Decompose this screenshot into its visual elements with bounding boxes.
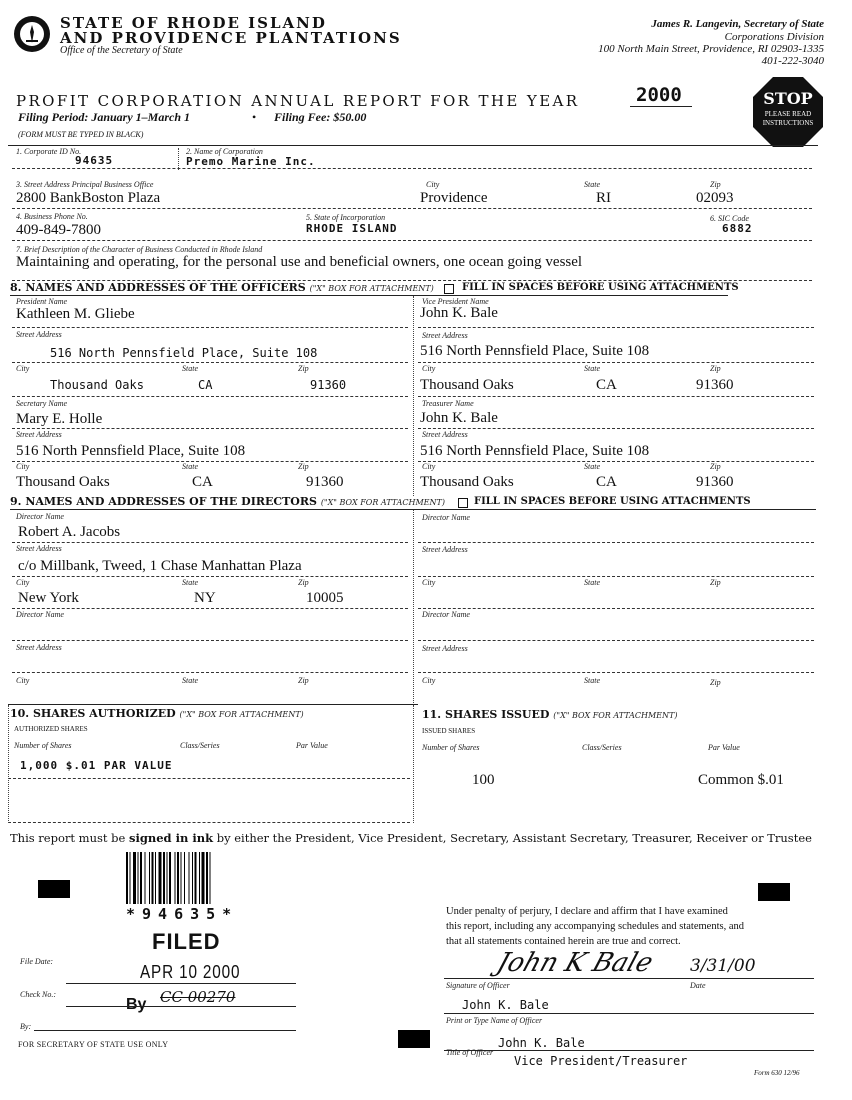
president-rule [12, 327, 408, 328]
director-1-rule [12, 542, 408, 543]
phone-label: 4. Business Phone No. [16, 212, 88, 221]
director-1-city-label: City [16, 578, 30, 587]
city-label: City [426, 180, 440, 189]
officers-attach-box[interactable] [444, 284, 454, 294]
secretary-rule [12, 428, 408, 429]
corp-name-label: 2. Name of Corporation [186, 147, 263, 156]
director-1-city[interactable]: New York [18, 590, 79, 606]
shares-auth-class-label: Class/Series [180, 741, 220, 750]
zip-value[interactable]: 02093 [696, 190, 734, 206]
file-date-value: APR 10 2000 [140, 962, 241, 982]
secretary-name: James R. Langevin, Secretary of State [651, 18, 824, 30]
shares-auth-num-label: Number of Shares [14, 741, 72, 750]
filing-bullet: • [252, 110, 257, 124]
director-2-label: Director Name [422, 513, 470, 522]
treasurer-street-rule [418, 461, 814, 462]
print-name-value[interactable]: John K. Bale [462, 998, 549, 1012]
form-top-rule [8, 145, 818, 146]
stop-sign [751, 75, 825, 149]
vp-state[interactable]: CA [596, 377, 617, 393]
officers-heading [10, 281, 434, 294]
incorp-value[interactable]: RHODE ISLAND [306, 222, 398, 235]
vp-street[interactable]: 516 North Pennsfield Place, Suite 108 [420, 343, 650, 359]
zip-label: Zip [710, 180, 721, 189]
director-2-street-rule [418, 576, 814, 577]
filed-stamp: FILED [152, 929, 221, 954]
print-name-label: Print or Type Name of Officer [446, 1016, 543, 1025]
sign-notice-post: by either the President, Vice President, Secretary, Assistant Secretary, Treasurer, Receiver or Trustee [213, 831, 812, 845]
title-rule [444, 1050, 814, 1051]
report-year: 2000 [636, 84, 682, 106]
sic-value[interactable]: 6882 [722, 222, 753, 235]
president-street[interactable]: 516 North Pennsfield Place, Suite 108 [50, 346, 318, 360]
perjury-line-1: Under penalty of perjury, I declare and affirm that I have examined [446, 906, 728, 917]
vp-zip-label: Zip [710, 364, 721, 373]
shares-mid-edge [413, 705, 414, 823]
division-name: Corporations Division [724, 31, 824, 43]
shares-left-edge [8, 705, 9, 823]
shares-auth-rule-2 [8, 822, 410, 823]
signature-date[interactable]: 3/31/00 [690, 956, 756, 976]
stop-title: STOP [763, 89, 813, 108]
director-2-state-label: State [584, 578, 600, 587]
shares-issued-attach: ("X" BOX FOR ATTACHMENT) [553, 711, 678, 720]
barcode [124, 852, 278, 904]
year-underline [630, 106, 692, 107]
shares-top-rule [8, 704, 418, 705]
corp-id-value[interactable]: 94635 [75, 154, 114, 167]
director-1-zip-label: Zip [298, 578, 309, 587]
director-3-street-label: Street Address [16, 643, 62, 652]
title-value[interactable]: Vice President/Treasurer [514, 1054, 688, 1068]
treasurer-state[interactable]: CA [596, 474, 617, 490]
director-1-street[interactable]: c/o Millbank, Tweed, 1 Chase Manhattan Plaza [18, 558, 302, 574]
director-1-street-rule [12, 576, 408, 577]
director-2-city-rule [418, 608, 814, 609]
director-1-state[interactable]: NY [194, 590, 216, 606]
filing-period: Filing Period: January 1–March 1 [18, 110, 191, 124]
president-city-rule [12, 396, 408, 397]
title-label: Title of Officer [446, 1048, 494, 1057]
secretary-zip[interactable]: 91360 [306, 474, 344, 490]
shares-issued-heading [422, 708, 677, 721]
vp-city-rule [418, 396, 814, 397]
officers-attach-note: ("X" BOX FOR ATTACHMENT) [309, 284, 434, 293]
phone-value[interactable]: 409-849-7800 [16, 222, 101, 238]
director-1-name[interactable]: Robert A. Jacobs [18, 524, 121, 540]
sign-notice [10, 831, 812, 845]
vp-zip[interactable]: 91360 [696, 377, 734, 393]
secretary-city[interactable]: Thousand Oaks [16, 474, 110, 490]
row-1-divider [178, 148, 179, 170]
treasurer-street-label: Street Address [422, 430, 468, 439]
director-2-city-label: City [422, 578, 436, 587]
director-4-zip-label: Zip [710, 678, 721, 687]
director-4-label: Director Name [422, 610, 470, 619]
treasurer-zip-label: Zip [710, 462, 721, 471]
officers-fill-note: FILL IN SPACES BEFORE USING ATTACHMENTS [462, 282, 739, 293]
office-line: Office of the Secretary of State [60, 45, 183, 56]
vp-rule [418, 327, 814, 328]
title-name-value[interactable]: John K. Bale [498, 1036, 585, 1050]
secretary-street[interactable]: 516 North Pennsfield Place, Suite 108 [16, 443, 246, 459]
desc-label: 7. Brief Description of the Character of Business Conducted in Rhode Island [16, 245, 263, 254]
secretary-zip-label: Zip [298, 462, 309, 471]
officer-signature[interactable]: John K Bale [493, 948, 657, 978]
state-line-1: STATE OF RHODE ISLAND [60, 14, 327, 32]
shares-auth-par-label: Par Value [296, 741, 328, 750]
treasurer-rule [418, 428, 814, 429]
treasurer-label: Treasurer Name [422, 399, 474, 408]
director-4-street-rule [418, 672, 814, 673]
secretary-name-value[interactable]: Mary E. Holle [16, 411, 103, 427]
president-state[interactable]: CA [198, 378, 213, 392]
treasurer-city[interactable]: Thousand Oaks [420, 474, 514, 490]
sic-label: 6. SIC Code [710, 214, 749, 223]
street-value[interactable]: 2800 BankBoston Plaza [16, 190, 161, 206]
form-number: Form 630 12/96 [754, 1069, 800, 1077]
signature-rule [444, 978, 814, 979]
officers-rule [10, 295, 728, 296]
treasurer-name[interactable]: John K. Bale [420, 410, 498, 426]
director-4-street-label: Street Address [422, 644, 468, 653]
president-street-rule [12, 362, 408, 363]
treasurer-zip[interactable]: 91360 [696, 474, 734, 490]
check-label: Check No.: [20, 990, 56, 999]
state-seal [12, 14, 52, 54]
treasurer-street[interactable]: 516 North Pennsfield Place, Suite 108 [420, 443, 650, 459]
shares-issued-num[interactable]: 100 [472, 772, 495, 788]
director-1-zip[interactable]: 10005 [306, 590, 344, 606]
secretary-street-label: Street Address [16, 430, 62, 439]
redaction-block-1 [38, 880, 70, 898]
directors-attach-note: ("X" BOX FOR ATTACHMENT) [320, 498, 445, 507]
sign-notice-bold: signed in ink [129, 831, 214, 845]
vp-state-label: State [584, 364, 600, 373]
barcode-text: *94635* [126, 905, 239, 923]
president-city[interactable]: Thousand Oaks [50, 378, 144, 392]
division-address: 100 North Main Street, Providence, RI 02903-1335 [598, 43, 824, 55]
director-1-street-label: Street Address [16, 544, 62, 553]
stop-line-1: PLEASE READ [764, 110, 812, 118]
director-1-city-rule [12, 608, 408, 609]
vp-label: Vice President Name [422, 297, 489, 306]
shares-auth-value[interactable]: 1,000 $.01 PAR VALUE [20, 759, 173, 772]
president-zip-label: Zip [298, 364, 309, 373]
director-4-state-label: State [584, 676, 600, 685]
shares-auth-heading [10, 707, 304, 720]
director-3-state-label: State [182, 676, 198, 685]
row-1-rule [12, 168, 812, 169]
incorp-label: 5. State of Incorporation [306, 213, 386, 222]
perjury-line-3: that all statements contained herein are true and correct. [446, 936, 681, 947]
division-phone: 401-222-3040 [761, 55, 824, 67]
officers-heading-text: 8. NAMES AND ADDRESSES OF THE OFFICERS [10, 281, 306, 294]
shares-issued-class-label: Class/Series [582, 743, 622, 752]
desc-value[interactable]: Maintaining and operating, for the personal use and beneficial owners, one ocean going vessel [16, 254, 583, 270]
sign-notice-pre: This report must be [10, 831, 129, 845]
vp-name[interactable]: John K. Bale [420, 305, 498, 321]
vp-street-rule [418, 362, 814, 363]
redaction-block-3 [398, 1030, 430, 1048]
vp-city-label: City [422, 364, 436, 373]
corp-name-value[interactable]: Premo Marine Inc. [186, 155, 316, 168]
directors-attach-box[interactable] [458, 498, 468, 508]
by-rule [34, 1030, 296, 1031]
director-4-city-label: City [422, 676, 436, 685]
shares-issued-par-label: Par Value [708, 743, 740, 752]
director-3-zip-label: Zip [298, 676, 309, 685]
director-3-city-label: City [16, 676, 30, 685]
redaction-block-2 [758, 883, 790, 901]
secretary-state-label: State [182, 462, 198, 471]
check-value: CC 00270 [160, 988, 236, 1006]
directors-divider [413, 510, 414, 705]
signature-label: Signature of Officer [446, 981, 510, 990]
shares-auth-heading-text: 10. SHARES AUTHORIZED [10, 707, 176, 720]
shares-issued-sub: ISSUED SHARES [422, 727, 476, 735]
director-2-street-label: Street Address [422, 545, 468, 554]
street-label: 3. Street Address Principal Business Office [16, 180, 154, 189]
president-city-label: City [16, 364, 30, 373]
check-rule [66, 1006, 296, 1007]
director-1-state-label: State [182, 578, 198, 587]
by-label: By: [20, 1022, 32, 1031]
row-3-rule [12, 208, 812, 209]
president-state-label: State [182, 364, 198, 373]
secretary-street-rule [12, 461, 408, 462]
state-value[interactable]: RI [596, 190, 611, 206]
sos-use-label: FOR SECRETARY OF STATE USE ONLY [18, 1040, 169, 1049]
shares-issued-num-label: Number of Shares [422, 743, 480, 752]
shares-auth-rule-1 [8, 778, 410, 779]
president-street-label: Street Address [16, 330, 62, 339]
president-zip[interactable]: 91360 [310, 378, 347, 392]
director-4-rule [418, 640, 814, 641]
print-name-rule [444, 1013, 814, 1014]
barcode-icon [124, 852, 278, 904]
directors-heading [10, 495, 445, 508]
file-date-label: File Date: [20, 957, 54, 966]
treasurer-city-label: City [422, 462, 436, 471]
president-name[interactable]: Kathleen M. Gliebe [16, 306, 135, 322]
shares-issued-heading-text: 11. SHARES ISSUED [422, 708, 550, 721]
secretary-state[interactable]: CA [192, 474, 213, 490]
state-line-2: AND PROVIDENCE PLANTATIONS [60, 29, 402, 47]
report-title: PROFIT CORPORATION ANNUAL REPORT FOR THE YEAR [16, 92, 580, 110]
officers-divider [413, 296, 414, 496]
director-3-label: Director Name [16, 610, 64, 619]
shares-auth-attach: ("X" BOX FOR ATTACHMENT) [179, 710, 304, 719]
shares-auth-sub: AUTHORIZED SHARES [14, 725, 88, 733]
corp-id-label: 1. Corporate ID No. [16, 147, 82, 156]
director-3-street-rule [12, 672, 408, 673]
state-label: State [584, 180, 600, 189]
directors-fill-note: FILL IN SPACES BEFORE USING ATTACHMENTS [474, 496, 751, 507]
directors-heading-text: 9. NAMES AND ADDRESSES OF THE DIRECTORS [10, 495, 317, 508]
date-label: Date [690, 981, 706, 990]
director-2-rule [418, 542, 814, 543]
secretary-label: Secretary Name [16, 399, 68, 408]
perjury-line-2: this report, including any accompanying schedules and statements, and [446, 921, 745, 932]
filing-fee: Filing Fee: $50.00 [274, 110, 367, 124]
director-2-zip-label: Zip [710, 578, 721, 587]
vp-street-label: Street Address [422, 331, 468, 340]
treasurer-state-label: State [584, 462, 600, 471]
file-date-rule [66, 983, 296, 984]
stop-line-2: INSTRUCTIONS [762, 119, 814, 127]
seal-icon [12, 14, 52, 54]
secretary-city-label: City [16, 462, 30, 471]
city-value[interactable]: Providence [420, 190, 488, 206]
row-4-rule [12, 240, 812, 241]
form-note: (FORM MUST BE TYPED IN BLACK) [18, 130, 144, 139]
president-label: President Name [16, 297, 68, 306]
by-stamp: By [126, 996, 147, 1013]
shares-issued-class[interactable]: Common $.01 [698, 772, 784, 788]
vp-city[interactable]: Thousand Oaks [420, 377, 514, 393]
director-3-rule [12, 640, 408, 641]
director-1-label: Director Name [16, 512, 64, 521]
